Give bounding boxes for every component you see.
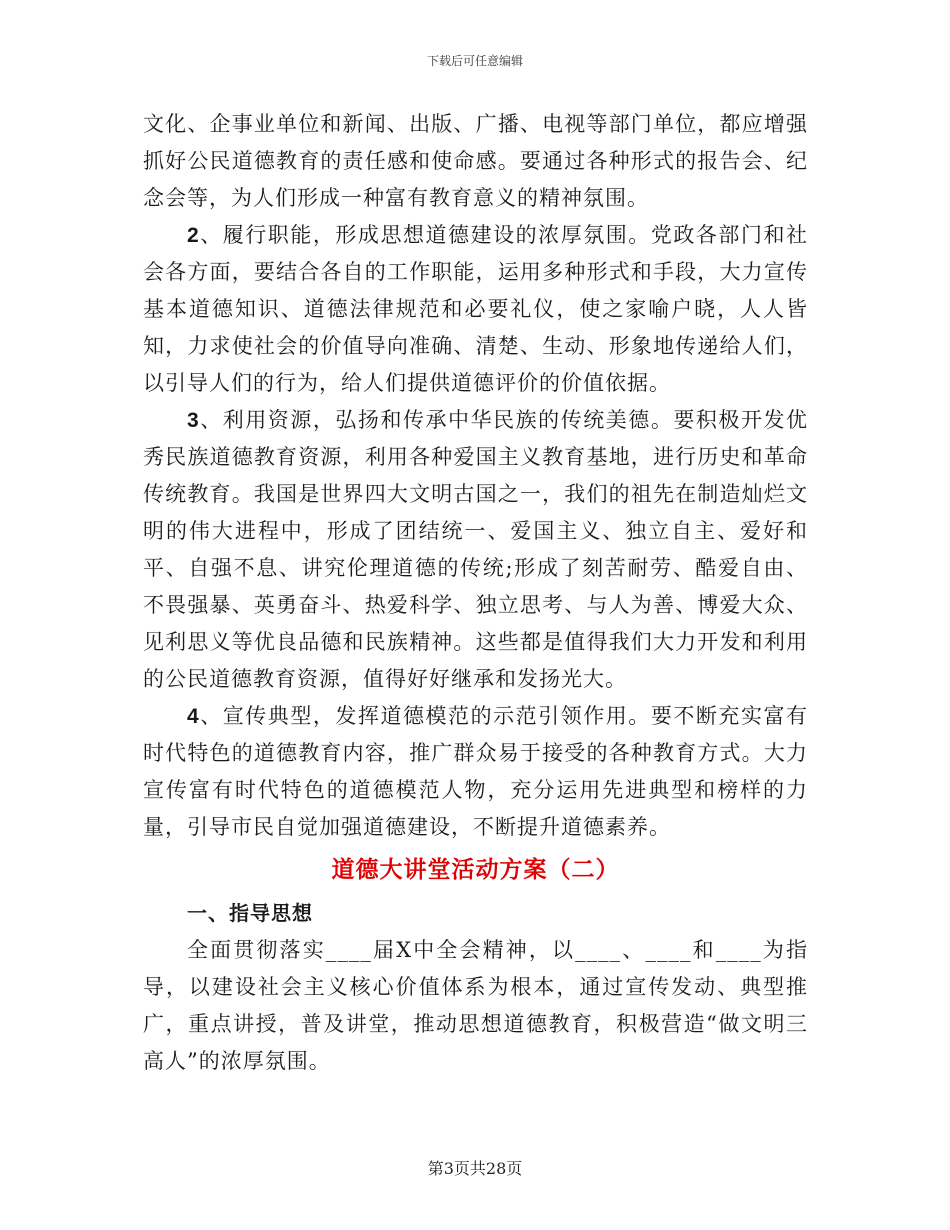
item-2-number: 2 xyxy=(187,224,200,247)
item-2-paragraph xyxy=(143,217,808,402)
item-4-number: 4 xyxy=(187,705,200,728)
guiding-ideology-paragraph: 全面贯彻落实____届X中全会精神，以____、____和____为指导，以建设社会主义核心价值体系为根本，通过宣传发动、典型推广，重点讲授，普及讲堂，推动思想道德教育，积极营造“做文明三高人”的浓厚氛围。 xyxy=(143,938,808,1073)
item-2-text: 、履行职能，形成思想道德建设的浓厚氛围。党政各部门和社会各方面，要结合各自的工作职能，运用多种形式和手段，大力宣传基本道德知识、道德法律规范和必要礼仪，使之家喻户晓，人人皆知，力求使社会的价值导向准确、清楚、生动、形象地传递给人们，以引导人们的行为，给人们提供道德评价的价值依据。 xyxy=(143,223,808,395)
item-3-text: 、利用资源，弘扬和传承中华民族的传统美德。要积极开发优秀民族道德教育资源，利用各种爱国主义教育基地，进行历史和革命传统教育。我国是世界四大文明古国之一，我们的祖先在制造灿烂文明的伟大进程中，形成了团结统一、爱国主义、独立自主、爱好和平、自强不息、讲究伦理道德的传统;形成了刻苦耐劳、酷爱自由、不畏强暴、英勇奋斗、热爱科学、独立思考、与人为善、博爱大众、见利思义等优良品德和民族精神。这些都是值得我们大力开发和利用的公民道德教育资源，值得好好继承和发扬光大。 xyxy=(143,408,808,691)
item-4-paragraph xyxy=(143,698,808,846)
heading-guiding-ideology: 一、指导思想 xyxy=(187,901,313,925)
section-title: 道德大讲堂活动方案（二） xyxy=(331,857,620,883)
page-number: 第3页共28页 xyxy=(427,1159,523,1178)
item-3-paragraph xyxy=(143,402,808,698)
intro-paragraph: 文化、企事业单位和新闻、出版、广播、电视等部门单位，都应增强抓好公民道德教育的责任感和使命感。要通过各种形式的报告会、纪念会等，为人们形成一种富有教育意义的精神氛围。 xyxy=(143,112,808,210)
item-3-number: 3 xyxy=(187,409,200,432)
header-note: 下载后可任意编辑 xyxy=(426,54,523,68)
item-4-text: 、宣传典型，发挥道德模范的示范引领作用。要不断充实富有时代特色的道德教育内容，推广群众易于接受的各种教育方式。大力宣传富有时代特色的道德模范人物，充分运用先进典型和榜样的力量，引导市民自觉加强道德建设，不断提升道德素养。 xyxy=(143,704,808,839)
document-body xyxy=(143,106,808,1080)
